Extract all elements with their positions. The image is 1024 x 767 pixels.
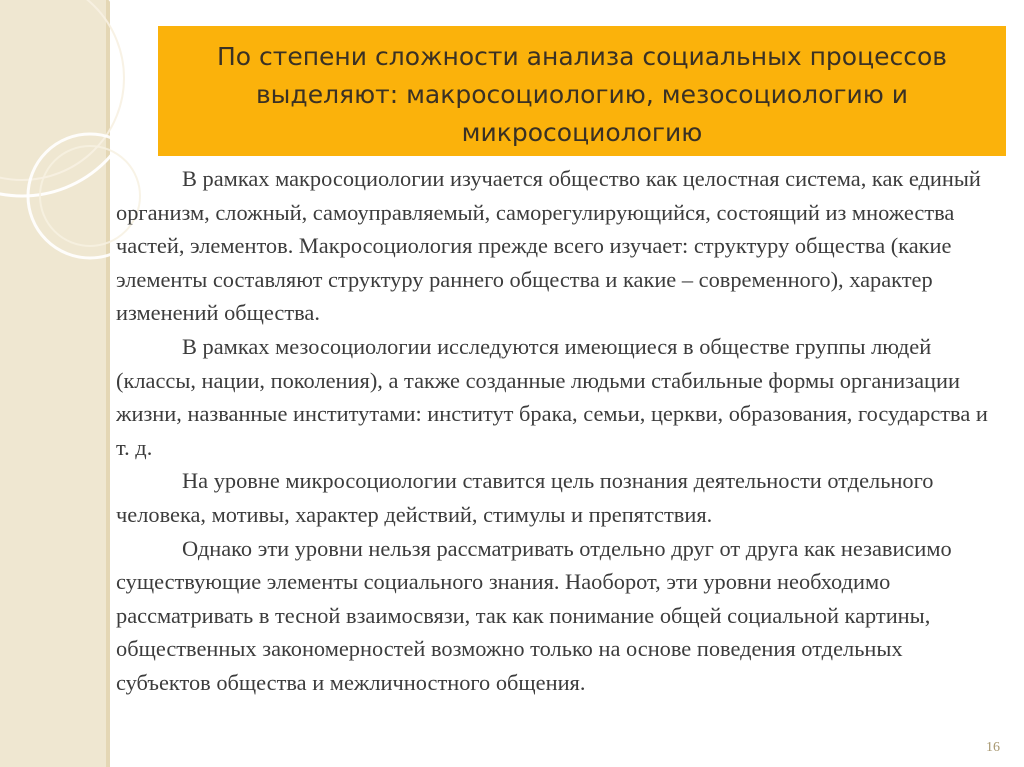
text-line-13: существующие элементы социального знания. Наоборот, эти уровни необходимо [116,569,891,595]
slide-title-box [158,26,1006,156]
paragraph-meso-line [116,431,1024,465]
text-line-8: жизни, названные институтами: институт брака, семьи, церкви, образования, государства и [116,401,988,427]
slide-title-line-3: микросоциологию [461,118,703,147]
paragraph-meso-line [116,364,1024,398]
slide-title-line-2: выделяют: макросоциологию, мезосоциологию и [255,80,909,109]
slide-page-number: 16 [986,740,1000,755]
paragraph-levels-line [116,632,1024,666]
text-line-9: т. д. [116,434,153,460]
text-line-2: организм, сложный, самоуправляемый, саморегулирующийся, состоящий из множества [116,199,955,225]
text-line-5: изменений общества. [116,300,320,326]
paragraph-macro-line [116,196,1024,230]
text-line-16: субъектов общества и межличностного общения. [116,669,586,695]
paragraph-meso-line [116,330,1024,364]
decorative-band-edge [106,0,110,767]
slide-title-line-1: По степени сложности анализа социальных процессов [216,42,948,71]
paragraph-meso-line [116,397,1024,431]
paragraph-levels-line [116,565,1024,599]
paragraph-macro-line [116,229,1024,263]
text-line-6: В рамках мезосоциологии исследуются имеющиеся в обществе группы людей [182,333,932,359]
paragraph-macro-line [116,263,1024,297]
paragraph-levels-line [116,532,1024,566]
text-line-11: человека, мотивы, характер действий, стимулы и препятствия. [116,501,713,527]
text-line-7: (классы, нации, поколения), а также созданные людьми стабильные формы организации [116,367,960,393]
decorative-left-band [0,0,110,767]
text-line-15: общественных закономерностей возможно только на основе поведения отдельных [116,636,903,662]
paragraph-levels-line [116,666,1024,700]
paragraph-micro-line [116,464,1024,498]
paragraph-levels-line [116,599,1024,633]
text-line-4: элементы составляют структуру раннего общества и какие – современного), характер [116,266,933,292]
text-line-10: На уровне микросоциологии ставится цель познания деятельности отдельного [182,468,934,494]
slide-body-text [116,162,1024,700]
paragraph-micro-line [116,498,1024,532]
paragraph-macro-line [116,296,1024,330]
text-line-12: Однако эти уровни нельзя рассматривать отдельно друг от друга как независимо [182,535,952,561]
paragraph-macro-line [116,162,1024,196]
text-line-14: рассматривать в тесной взаимосвязи, так как понимание общей социальной картины, [116,602,931,628]
text-line-1: В рамках макросоциологии изучается общество как целостная система, как единый [182,166,981,191]
text-line-3: частей, элементов. Макросоциология прежде всего изучает: структуру общества (какие [116,233,952,259]
